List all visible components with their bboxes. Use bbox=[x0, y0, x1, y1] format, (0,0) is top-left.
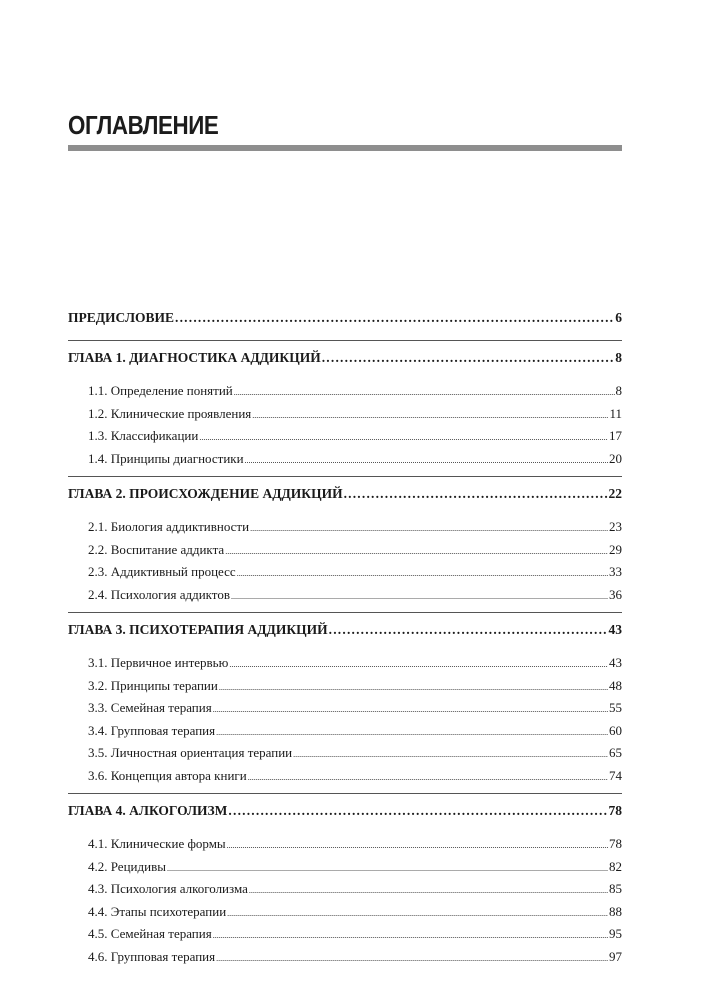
toc-entry-page: 85 bbox=[609, 881, 622, 896]
dot-leader bbox=[213, 923, 608, 947]
toc-entry-section[interactable] bbox=[68, 901, 622, 924]
toc-entry-label: 2.3. Аддиктивный процесс bbox=[88, 564, 236, 579]
toc-entry-label: 4.2. Рецидивы bbox=[88, 858, 166, 874]
toc-entry-section[interactable] bbox=[68, 584, 622, 607]
dot-leader bbox=[250, 516, 608, 540]
toc-entry-section[interactable] bbox=[68, 742, 622, 765]
toc-entry-label: 4.6. Групповая терапия bbox=[88, 948, 216, 964]
dot-leader bbox=[213, 697, 608, 721]
dot-leader bbox=[167, 856, 608, 880]
toc-entry-label: 2.2. Воспитание аддикта bbox=[88, 541, 225, 557]
toc-entry-page: 22 bbox=[608, 486, 622, 501]
dot-leader bbox=[216, 946, 608, 970]
dot-leader bbox=[237, 561, 608, 585]
dot-leader bbox=[231, 584, 608, 608]
toc-entry-section[interactable] bbox=[68, 878, 622, 901]
toc-entry-section[interactable] bbox=[68, 833, 622, 856]
chapter-divider bbox=[68, 612, 622, 613]
toc-entry-chapter-3[interactable] bbox=[68, 618, 622, 652]
toc-entry-section[interactable] bbox=[68, 697, 622, 720]
toc-entry-section[interactable] bbox=[68, 765, 622, 788]
dot-leader bbox=[199, 425, 608, 449]
dot-leader bbox=[322, 346, 615, 370]
toc-entry-section[interactable] bbox=[68, 652, 622, 675]
toc-entry-page: 33 bbox=[609, 564, 622, 579]
toc-entry-label: 2.1. Биология аддиктивности bbox=[88, 519, 250, 534]
dot-leader bbox=[225, 539, 608, 563]
dot-leader bbox=[175, 306, 614, 330]
toc-entry-label: ГЛАВА 3. ПСИХОТЕРАПИЯ АДДИКЦИЙ bbox=[68, 622, 328, 637]
toc-entry-page: 8 bbox=[615, 350, 622, 365]
toc-entry-page: 11 bbox=[609, 405, 622, 421]
toc-entry-section[interactable] bbox=[68, 425, 622, 448]
toc-entry-section[interactable] bbox=[68, 946, 622, 969]
toc-entry-label: 4.5. Семейная терапия bbox=[88, 926, 212, 941]
toc-entry-label: 3.6. Концепция автора книги bbox=[88, 767, 247, 783]
toc-entry-section[interactable] bbox=[68, 923, 622, 946]
toc-entry-label: ГЛАВА 2. ПРОИСХОЖДЕНИЕ АДДИКЦИЙ bbox=[68, 486, 343, 501]
toc-entry-section[interactable] bbox=[68, 856, 622, 879]
toc-entry-page: 8 bbox=[615, 383, 622, 398]
toc-entry-label: 3.4. Групповая терапия bbox=[88, 722, 216, 738]
table-of-contents bbox=[68, 306, 622, 968]
toc-entry-label: 3.5. Личностная ориентация терапии bbox=[88, 745, 293, 760]
toc-entry-label: 4.3. Психология алкоголизма bbox=[88, 881, 248, 896]
chapter-divider bbox=[68, 793, 622, 794]
dot-leader bbox=[228, 799, 607, 823]
chapter-divider bbox=[68, 340, 622, 341]
toc-entry-page: 88 bbox=[609, 903, 622, 919]
toc-entry-label: 2.4. Психология аддиктов bbox=[88, 586, 230, 602]
dot-leader bbox=[245, 448, 608, 472]
toc-entry-label: ГЛАВА 1. ДИАГНОСТИКА АДДИКЦИЙ bbox=[68, 350, 321, 365]
toc-entry-label: 3.1. Первичное интервью bbox=[88, 655, 229, 670]
toc-entry-page: 55 bbox=[609, 700, 622, 715]
toc-entry-page: 17 bbox=[609, 428, 622, 443]
toc-entry-label: 3.2. Принципы терапии bbox=[88, 677, 218, 693]
toc-entry-section[interactable] bbox=[68, 539, 622, 562]
toc-entry-section[interactable] bbox=[68, 448, 622, 471]
toc-entry-section[interactable] bbox=[68, 720, 622, 743]
dot-leader bbox=[329, 618, 608, 642]
dot-leader bbox=[227, 833, 608, 857]
toc-entry-page: 65 bbox=[609, 745, 622, 760]
toc-entry-page: 48 bbox=[609, 677, 622, 693]
toc-entry-page: 43 bbox=[608, 622, 622, 637]
toc-entry-label: ГЛАВА 4. АЛКОГОЛИЗМ bbox=[68, 803, 228, 818]
dot-leader bbox=[249, 878, 608, 902]
toc-entry-page: 74 bbox=[609, 767, 622, 783]
dot-leader bbox=[216, 720, 608, 744]
dot-leader bbox=[227, 901, 608, 925]
toc-entry-label: 4.1. Клинические формы bbox=[88, 836, 226, 851]
toc-entry-page: 20 bbox=[609, 450, 622, 466]
toc-entry-label: 4.4. Этапы психотерапии bbox=[88, 903, 227, 919]
toc-entry-label: ПРЕДИСЛОВИЕ bbox=[68, 310, 175, 325]
toc-entry-section[interactable] bbox=[68, 675, 622, 698]
dot-leader bbox=[234, 380, 615, 404]
toc-entry-page: 60 bbox=[609, 722, 622, 738]
dot-leader bbox=[252, 403, 608, 427]
dot-leader bbox=[344, 482, 608, 506]
toc-entry-page: 97 bbox=[609, 948, 622, 964]
toc-entry-page: 29 bbox=[609, 541, 622, 557]
toc-entry-label: 1.2. Клинические проявления bbox=[88, 405, 252, 421]
toc-entry-preface[interactable] bbox=[68, 306, 622, 340]
toc-entry-label: 1.4. Принципы диагностики bbox=[88, 450, 244, 466]
dot-leader bbox=[248, 765, 608, 789]
toc-entry-page: 78 bbox=[608, 803, 622, 818]
toc-entry-chapter-1[interactable] bbox=[68, 346, 622, 380]
toc-entry-page: 95 bbox=[609, 926, 622, 941]
dot-leader bbox=[293, 742, 608, 766]
toc-entry-page: 78 bbox=[609, 836, 622, 851]
toc-entry-chapter-4[interactable] bbox=[68, 799, 622, 833]
toc-entry-page: 82 bbox=[609, 858, 622, 874]
dot-leader bbox=[229, 652, 608, 676]
toc-entry-label: 3.3. Семейная терапия bbox=[88, 700, 212, 715]
toc-entry-page: 23 bbox=[609, 519, 622, 534]
toc-entry-section[interactable] bbox=[68, 516, 622, 539]
toc-entry-page: 36 bbox=[609, 586, 622, 602]
page-title: ОГЛАВЛЕНИЕ bbox=[68, 110, 219, 140]
title-rule bbox=[68, 145, 622, 151]
chapter-divider bbox=[68, 476, 622, 477]
toc-entry-label: 1.3. Классификации bbox=[88, 428, 199, 443]
toc-entry-chapter-2[interactable] bbox=[68, 482, 622, 516]
toc-entry-page: 6 bbox=[615, 310, 622, 325]
toc-entry-page: 43 bbox=[609, 655, 622, 670]
toc-entry-section[interactable] bbox=[68, 380, 622, 403]
toc-entry-section[interactable] bbox=[68, 403, 622, 426]
dot-leader bbox=[219, 675, 608, 699]
toc-entry-section[interactable] bbox=[68, 561, 622, 584]
toc-entry-label: 1.1. Определение понятий bbox=[88, 383, 233, 398]
